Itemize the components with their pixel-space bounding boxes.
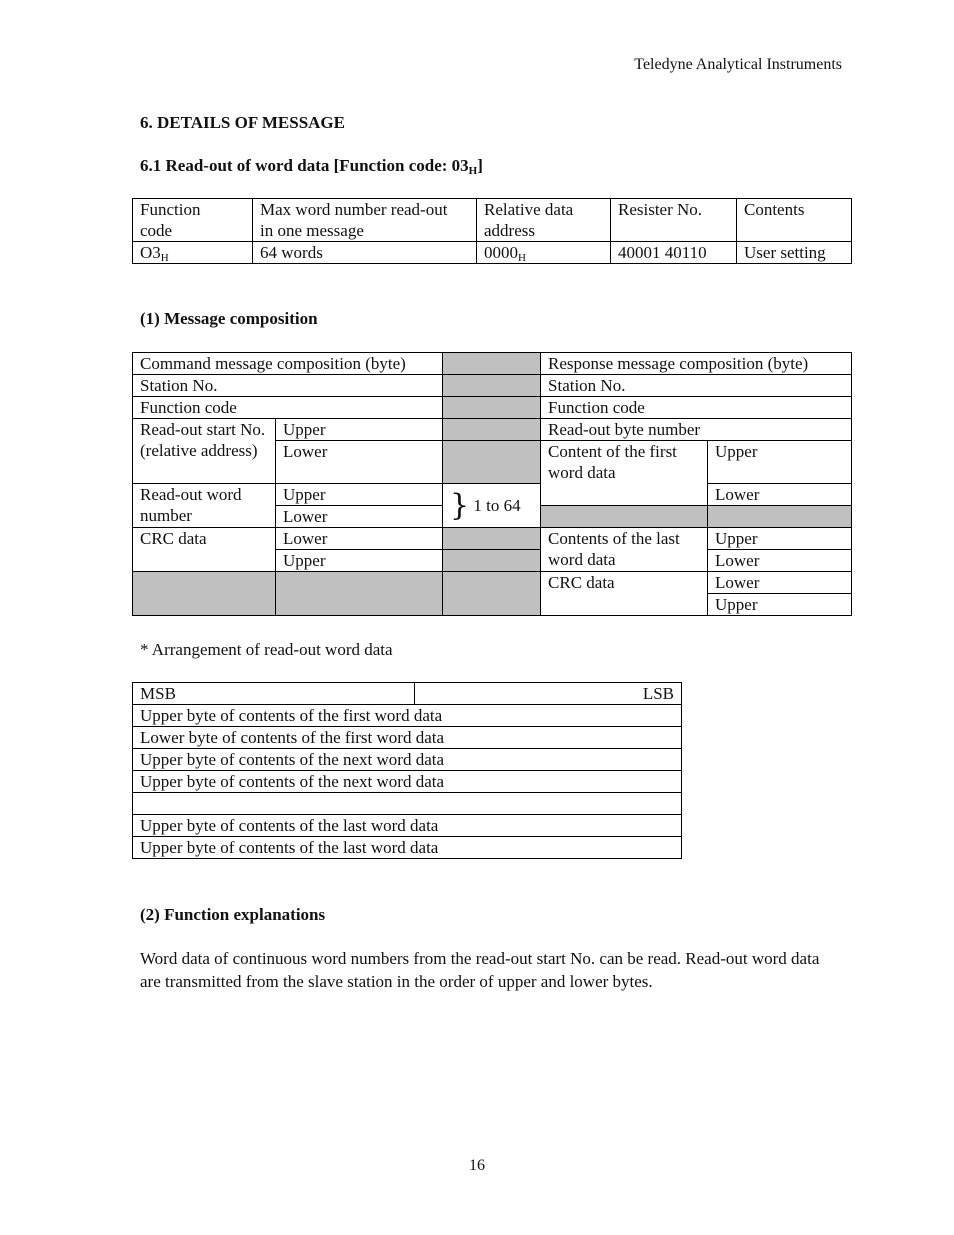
cmd-readout-start-upper: Upper: [276, 419, 443, 441]
msb-label: MSB: [133, 683, 415, 705]
header-relative-address: Relative data address: [477, 199, 611, 242]
page-number: 16: [469, 1157, 485, 1174]
range-cell: } 1 to 64: [443, 484, 541, 528]
gap-cell: [133, 572, 276, 616]
resp-crc-lower: Lower: [708, 572, 852, 594]
brace-icon: }: [450, 488, 470, 523]
header-resister-no: Resister No.: [611, 199, 737, 242]
gap-cell: [443, 397, 541, 419]
resp-last-word-upper: Upper: [708, 528, 852, 550]
arrangement-row: Upper byte of contents of the last word data: [133, 815, 682, 837]
resp-first-word-lower: Lower: [708, 484, 852, 506]
function-code-table: [132, 198, 852, 264]
gap-cell: [443, 528, 541, 550]
cell-address: $0000_H$: [477, 242, 611, 264]
cmd-crc-upper: Upper: [276, 550, 443, 572]
arrangement-row: Upper byte of contents of the next word data: [133, 771, 682, 793]
arrangement-row: [133, 793, 682, 815]
gap-cell: [443, 550, 541, 572]
cmd-crc: CRC data: [133, 528, 276, 572]
cmd-function: Function code: [133, 397, 443, 419]
gap-cell: [541, 506, 708, 528]
header-function-code: Function code: [133, 199, 253, 242]
message-composition-table: [132, 352, 852, 616]
section-title: 6. DETAILS OF MESSAGE: [140, 113, 345, 132]
cmd-readout-word-upper: Upper: [276, 484, 443, 506]
cell-function-code: $O3_H$: [133, 242, 253, 264]
cmd-readout-word: Read-out word number: [133, 484, 276, 528]
subsection-title: 6.1 Read-out of word data [Function code: $03_H$]: [140, 156, 483, 177]
cmd-readout-word-lower: Lower: [276, 506, 443, 528]
gap-cell: [443, 441, 541, 484]
arrangement-table: [132, 682, 682, 859]
gap-cell: [443, 419, 541, 441]
header-contents: Contents: [737, 199, 852, 242]
lsb-label: LSB: [415, 683, 682, 705]
resp-last-word: Contents of the last word data: [541, 528, 708, 572]
resp-byte-number: Read-out byte number: [541, 419, 852, 441]
cmd-title: Command message composition (byte): [133, 353, 443, 375]
gap-cell: [708, 506, 852, 528]
function-explanations-title: (2) Function explanations: [140, 905, 326, 924]
resp-station: Station No.: [541, 375, 852, 397]
running-header: Teledyne Analytical Instruments: [634, 56, 842, 73]
resp-last-word-lower: Lower: [708, 550, 852, 572]
cell-max-words: 64 words: [253, 242, 477, 264]
message-composition-title: (1) Message composition: [140, 309, 318, 328]
function-explanations-text: Word data of continuous word numbers from the read-out start No. can be read. Read-out word data are transmitted from the slave station in the order of upper and lower bytes.: [140, 949, 820, 991]
cell-contents: User setting: [737, 242, 852, 264]
gap-cell: [276, 572, 443, 616]
cell-register: 40001 40110: [611, 242, 737, 264]
resp-crc-upper: Upper: [708, 594, 852, 616]
cmd-station: Station No.: [133, 375, 443, 397]
cmd-readout-start: Read-out start No. (relative address): [133, 419, 276, 484]
gap-cell: [443, 353, 541, 375]
header-max-word: Max word number read-out in one message: [253, 199, 477, 242]
gap-cell: [443, 375, 541, 397]
resp-title: Response message composition (byte): [541, 353, 852, 375]
arrangement-row: Upper byte of contents of the first word data: [133, 705, 682, 727]
arrangement-row: Upper byte of contents of the next word data: [133, 749, 682, 771]
resp-crc: CRC data: [541, 572, 708, 616]
arrangement-row: Upper byte of contents of the last word data: [133, 837, 682, 859]
arrangement-row: Lower byte of contents of the first word data: [133, 727, 682, 749]
cmd-readout-start-lower: Lower: [276, 441, 443, 484]
resp-first-word-upper: Upper: [708, 441, 852, 484]
arrangement-note: * Arrangement of read-out word data: [140, 640, 393, 659]
resp-first-word: Content of the first word data: [541, 441, 708, 506]
resp-function: Function code: [541, 397, 852, 419]
gap-cell: [443, 572, 541, 616]
cmd-crc-lower: Lower: [276, 528, 443, 550]
